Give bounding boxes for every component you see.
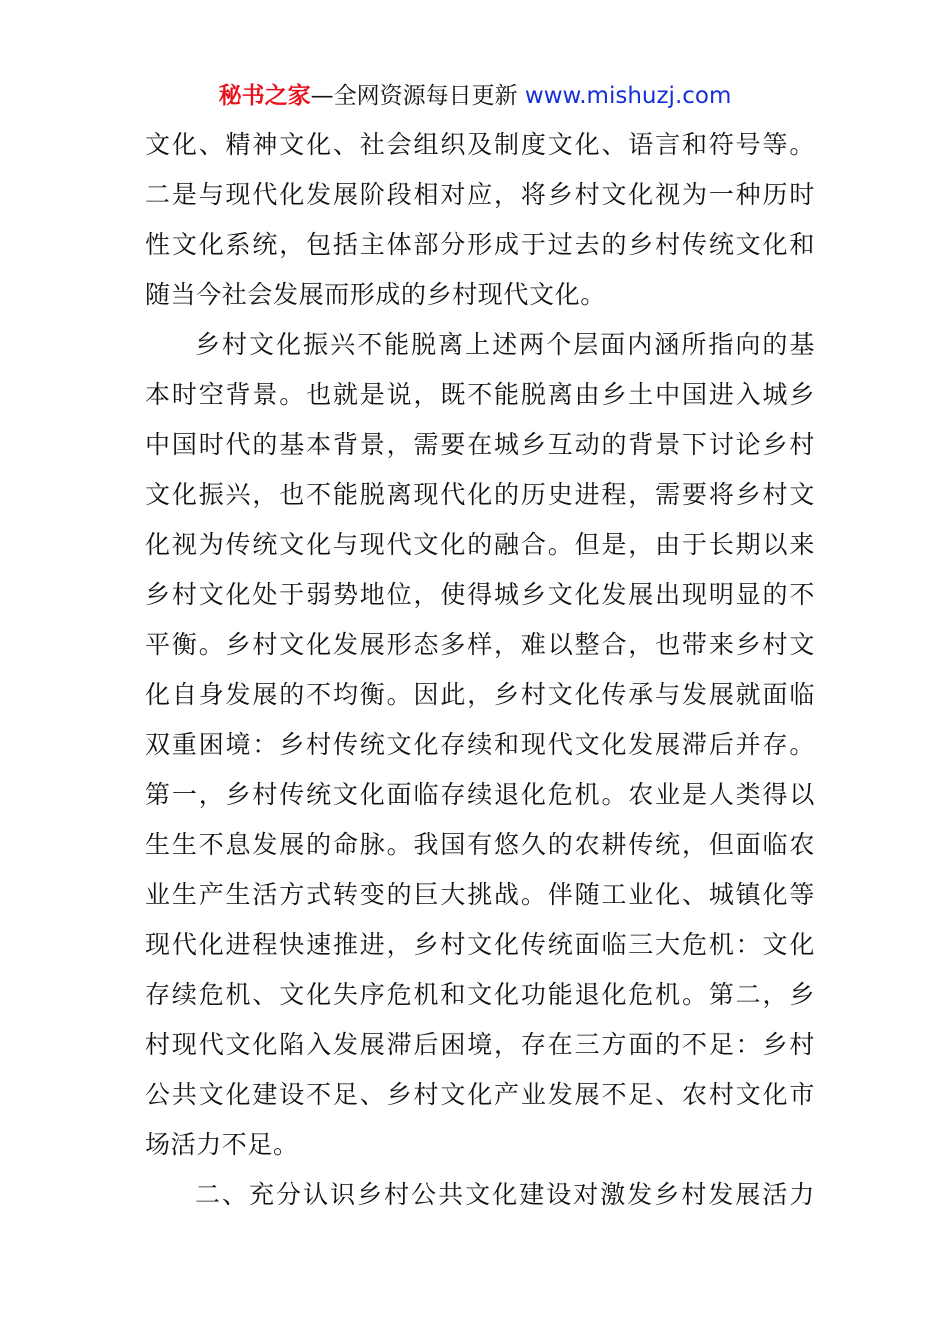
text-line: 公共文化建设不足、乡村文化产业发展不足、农村文化市: [145, 1080, 815, 1109]
text-line: 文化、精神文化、社会组织及制度文化、语言和符号等。: [145, 130, 815, 159]
text-line: 随当今社会发展而形成的乡村现代文化。: [145, 280, 606, 309]
text-line: 村现代文化陷入发展滞后困境，存在三方面的不足：乡村: [145, 1030, 815, 1059]
site-url-link[interactable]: www.mishuzj.com: [524, 83, 732, 109]
brand-name: 秘书之家: [218, 83, 311, 109]
text-line: 乡村文化处于弱势地位，使得城乡文化发展出现明显的不: [145, 580, 815, 609]
text-line: 文化振兴，也不能脱离现代化的历史进程，需要将乡村文: [145, 480, 815, 509]
text-line: 中国时代的基本背景，需要在城乡互动的背景下讨论乡村: [145, 430, 815, 459]
header-tagline: —全网资源每日更新: [310, 83, 518, 109]
text-line: 现代化进程快速推进，乡村文化传统面临三大危机：文化: [145, 930, 815, 959]
text-line: 生生不息发展的命脉。我国有悠久的农耕传统，但面临农: [145, 830, 815, 859]
document-body: [145, 120, 815, 1220]
text-line: 化视为传统文化与现代文化的融合。但是，由于长期以来: [145, 530, 815, 559]
text-line: 二是与现代化发展阶段相对应，将乡村文化视为一种历时: [145, 180, 815, 209]
text-line: 场活力不足。: [145, 1130, 299, 1159]
text-line: 平衡。乡村文化发展形态多样，难以整合，也带来乡村文: [145, 630, 815, 659]
text-line: 性文化系统，包括主体部分形成于过去的乡村传统文化和: [145, 230, 815, 259]
text-line: 业生产生活方式转变的巨大挑战。伴随工业化、城镇化等: [145, 880, 815, 909]
text-line: 存续危机、文化失序危机和文化功能退化危机。第二，乡: [145, 980, 815, 1009]
paragraph-first-line: 乡村文化振兴不能脱离上述两个层面内涵所指向的基: [195, 330, 815, 359]
text-line: 双重困境：乡村传统文化存续和现代文化发展滞后并存。: [145, 730, 815, 759]
site-header: [0, 80, 950, 112]
text-line: 化自身发展的不均衡。因此，乡村文化传承与发展就面临: [145, 680, 815, 709]
section-heading: 二、充分认识乡村公共文化建设对激发乡村发展活力: [195, 1180, 815, 1209]
text-line: 第一，乡村传统文化面临存续退化危机。农业是人类得以: [145, 780, 815, 809]
text-line: 本时空背景。也就是说，既不能脱离由乡土中国进入城乡: [145, 380, 815, 409]
